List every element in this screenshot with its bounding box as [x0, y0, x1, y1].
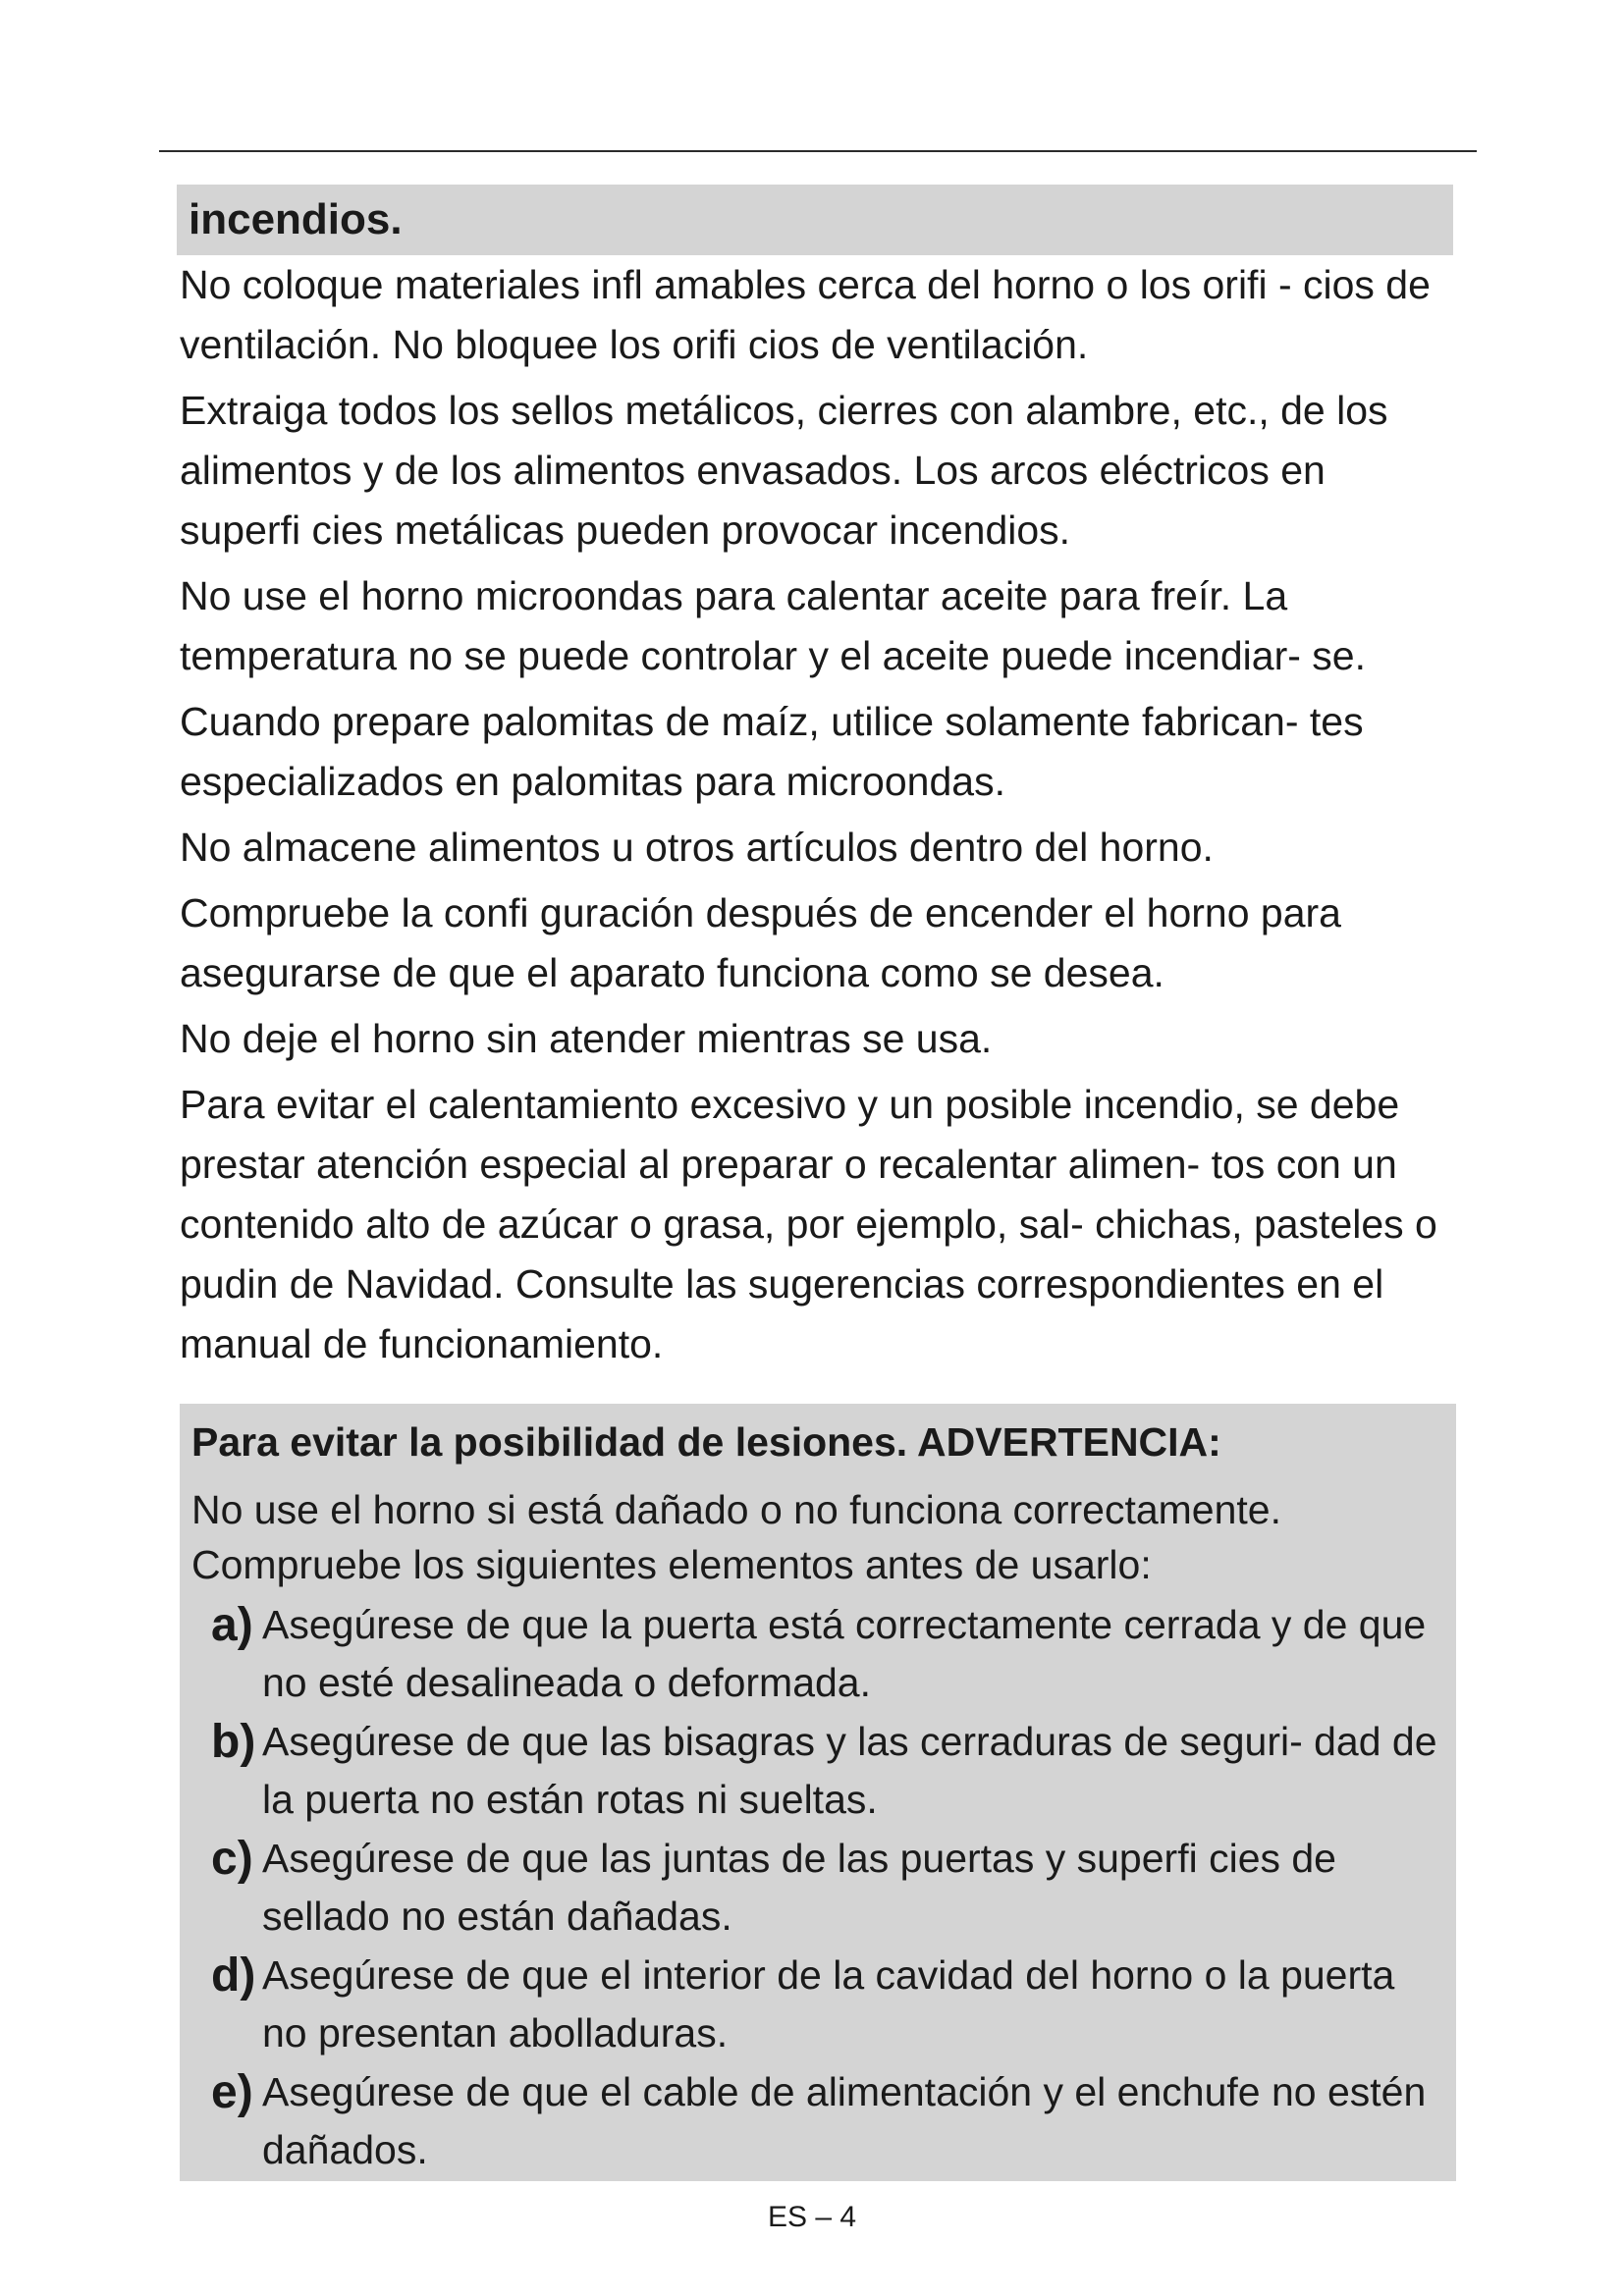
warning-box	[180, 1404, 1456, 2181]
page-number: ES – 4	[767, 2201, 857, 2233]
item-marker: c)	[211, 1833, 253, 1885]
item-text: Asegúrese de que las bisagras y las cerraduras de seguri- dad de la puerta no están rotas ni sueltas.	[262, 1719, 1437, 1822]
checklist-item	[191, 1830, 1444, 1946]
paragraph: No deje el horno sin atender mientras se usa.	[180, 1016, 993, 1061]
item-text: Asegúrese de que el cable de alimentación y el enchufe no estén dañados.	[262, 2069, 1427, 2172]
top-divider	[159, 150, 1477, 152]
warning-intro: No use el horno si está dañado o no funciona correctamente. Compruebe los siguientes elementos antes de usarlo:	[191, 1487, 1281, 1587]
item-marker: e)	[211, 2066, 253, 2118]
checklist-item	[191, 1713, 1444, 1829]
checklist-item	[191, 1596, 1444, 1712]
item-text: Asegúrese de que las juntas de las puertas y superfi cies de sellado no están dañadas.	[262, 1836, 1336, 1939]
item-marker: b)	[211, 1716, 256, 1768]
section-title: incendios.	[189, 195, 403, 243]
paragraph: Cuando prepare palomitas de maíz, utilice solamente fabrican- tes especializados en palomitas para microondas.	[180, 699, 1364, 804]
paragraph: No coloque materiales infl amables cerca del horno o los orifi - cios de ventilación. No bloquee los orifi cios de ventilación.	[180, 262, 1431, 367]
checklist	[191, 1596, 1444, 2179]
body-text	[180, 255, 1456, 1380]
section-header	[177, 185, 1453, 255]
paragraph: Extraiga todos los sellos metálicos, cierres con alambre, etc., de los alimentos y de los alimentos envasados. Los arcos eléctricos en superfi cies metálicas pueden provocar incendios.	[180, 388, 1388, 553]
checklist-item	[191, 2063, 1444, 2179]
item-marker: d)	[211, 1949, 256, 2002]
item-text: Asegúrese de que la puerta está correctamente cerrada y de que no esté desalineada o deformada.	[262, 1602, 1427, 1705]
warning-title: Para evitar la posibilidad de lesiones. ADVERTENCIA:	[191, 1419, 1221, 1465]
paragraph: Compruebe la confi guración después de encender el horno para asegurarse de que el aparato funciona como se desea.	[180, 890, 1341, 995]
item-marker: a)	[211, 1599, 253, 1651]
paragraph: No almacene alimentos u otros artículos dentro del horno.	[180, 825, 1214, 870]
item-text: Asegúrese de que el interior de la cavidad del horno o la puerta no presentan abolladuras.	[262, 1952, 1395, 2056]
paragraph: No use el horno microondas para calentar aceite para freír. La temperatura no se puede controlar y el aceite puede incendiar- se.	[180, 573, 1366, 678]
checklist-item	[191, 1947, 1444, 2062]
paragraph: Para evitar el calentamiento excesivo y un posible incendio, se debe prestar atención especial al preparar o recalentar alimen- tos con un contenido alto de azúcar o grasa, por ejemplo, sal- chichas, pasteles o pudin de Navidad. Consulte las sugerencias correspondientes en el manual de funcionamiento.	[180, 1082, 1437, 1366]
